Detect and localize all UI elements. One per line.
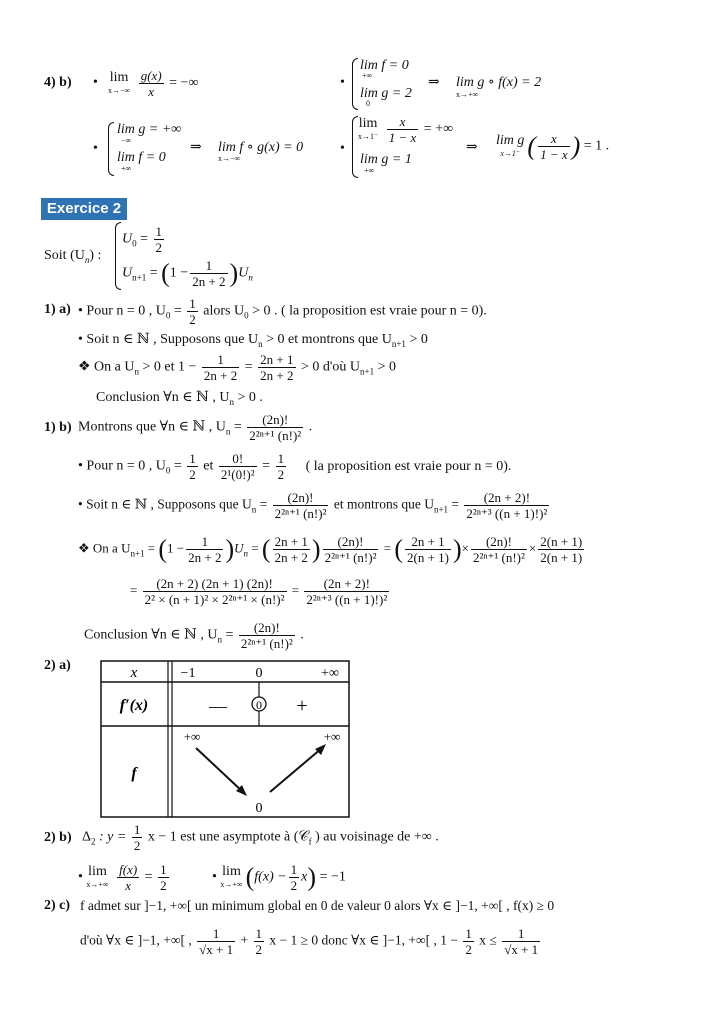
induction-hypothesis: • Soit n ∈ ℕ , Supposons que $U_n$ = $\frac{(2n)!}{\text{2²ⁿ⁺¹ (n!)²}}$ et montrons que $U_{n+1}$ = $\frac{(2n + 2)!}{\text{2²ⁿ⁺³ ((n + 1)!)²}}$ xyxy=(78,490,548,521)
bullet: • xyxy=(93,141,98,156)
bullet: • xyxy=(340,75,345,90)
part-4b-label: 4) b) xyxy=(44,75,72,90)
exercise-title: Exercice 2 xyxy=(41,198,127,220)
induction-step-continued: = $\frac{(2n + 2) (2n + 1) (2n)!}{\text{2² × (n + 1)² × 2²ⁿ⁺¹ × (n!)²}}$ = $\frac{(2n + 2)!}{\text{2²ⁿ⁺³ ((n + 1)!)²}}$ xyxy=(130,576,388,607)
x-value: +∞ xyxy=(321,666,339,681)
limit-result: lim g ∘ f(x) = 2 xyxy=(456,75,542,90)
bullet: • xyxy=(93,75,98,90)
base-case: • Pour n = 0 , $U_0$ = $\frac{1}{2}$ et $\frac{0!}{\text{2¹(0!)²}}$ = $\frac{1}{2}$ ( la proposition est vraie pour n = 0). xyxy=(78,451,512,482)
limit-sub: +∞ xyxy=(364,166,375,175)
increasing-arrow xyxy=(270,748,322,792)
derivative-zero: 0 xyxy=(256,698,262,712)
left-brace xyxy=(115,222,121,290)
implies: ⇒ xyxy=(466,140,478,155)
limit-sub: +∞ xyxy=(121,164,132,173)
derivative-label: f′(x) xyxy=(119,697,149,714)
limit-g: lim g = +∞ xyxy=(117,122,182,137)
limit-sub: −∞ xyxy=(121,136,132,145)
implies: ⇒ xyxy=(428,75,440,90)
limit-sub: +∞ xyxy=(362,71,373,80)
question-2c-label: 2) c) xyxy=(44,898,71,913)
limit-sub: x→−∞ xyxy=(218,154,241,163)
recurrence-definition: $U_{n+1} = (1$ − $\frac{1}{2n + 2}$ )$U_n$ xyxy=(122,258,253,289)
u0-definition: $U_0$ = $\frac{1}{2}$ xyxy=(122,224,163,255)
x-value: −1 xyxy=(180,666,196,681)
limit-g: lim g = 1 xyxy=(360,152,412,167)
limit-f: lim f = 0 xyxy=(117,150,166,165)
limit-difference: • lim x→+∞ (f(x) − $\frac{1}{2}$ x) = −1 xyxy=(212,862,346,893)
question-2b-label: 2) b) xyxy=(44,830,72,845)
left-brace xyxy=(352,58,358,110)
induction-step: ❖ On a $U_n > 0$ et 1 − $\frac{1}{2n + 2}$ = $\frac{2n + 1}{2n + 2}$ > 0 d'où $U_{n+1} > 0$ xyxy=(78,352,397,383)
sign-negative: — xyxy=(209,696,227,716)
limit-result: lim f ∘ g(x) = 0 xyxy=(218,140,304,155)
x-label: x xyxy=(130,665,138,681)
table-border xyxy=(101,661,349,817)
x-value: 0 xyxy=(255,666,263,681)
limit-result: lim g x→1⁻ ( $\frac{x}{1 - x}$ ) = 1 . xyxy=(496,131,610,162)
induction-step: ❖ On a $U_{n+1} = (1$ − $\frac{1}{2n + 2}$ )$U_n$ = ( $\frac{2n + 1}{2n + 2}$ ) $\frac{(2n)!}{\text{2²ⁿ⁺¹ (n!)²}}$ = ( $\frac{2n + 1}{2(n + 1)}$ )× $\frac{(2n)!}{\text{2²ⁿ⁺¹ (n!)²}}$ × $\frac{2(n + 1)}{2(n + 1)}$ xyxy=(78,534,583,565)
question-1a-label: 1) a) xyxy=(44,302,71,317)
sequence-label: Soit $(U_n)$ : xyxy=(44,248,102,265)
minimum-statement: f admet sur ]−1, +∞[ un minimum global en 0 de valeur 0 alors ∀x ∈ ]−1, +∞[ , f(x) ≥ 0 xyxy=(80,898,555,913)
variation-table xyxy=(100,660,352,820)
question-1b-label: 1) b) xyxy=(44,420,72,435)
inequality-statement: d'où ∀x ∈ ]−1, +∞[ , $\frac{1}{√x + 1}$ + $\frac{1}{2}$ x − 1 ≥ 0 donc ∀x ∈ ]−1, +∞[ , 1 − $\frac{1}{2}$ x ≤ $\frac{1}{√x + 1}$ xyxy=(80,926,539,957)
conclusion: Conclusion ∀n ∈ ℕ , $U_n > 0$ . xyxy=(96,390,263,407)
bullet: • xyxy=(340,141,345,156)
limit-g: lim g = 2 xyxy=(360,86,412,101)
f-value: +∞ xyxy=(323,729,341,744)
limit-expression: lim x→−∞ $\frac{g(x)}{x}$ = −∞ xyxy=(108,68,199,99)
f-value: 0 xyxy=(255,801,263,816)
induction-hypothesis: • Soit n ∈ ℕ , Supposons que $U_n > 0$ et montrons que $U_{n+1} > 0$ xyxy=(78,332,428,349)
statement: Montrons que ∀n ∈ ℕ , $U_n$ = $\frac{(2n)!}{\text{2²ⁿ⁺¹ (n!)²}}$ . xyxy=(78,412,313,443)
limit-ratio: • lim x→+∞ $\frac{f(x)}{x}$ = $\frac{1}{2}$ xyxy=(78,862,167,893)
left-brace xyxy=(108,122,114,176)
function-label: f xyxy=(131,765,137,782)
decreasing-arrow xyxy=(196,748,243,792)
implies: ⇒ xyxy=(190,140,202,155)
f-value: +∞ xyxy=(183,729,201,744)
limit-sub: 0 xyxy=(366,99,370,108)
asymptote-statement: $\Delta_2$ : y = $\frac{1}{2}$ x − 1 est une asymptote à (𝒞$_f$ ) au voisinage de +∞ . xyxy=(82,822,439,853)
question-2a-label: 2) a) xyxy=(44,658,71,673)
limit-sub: x→+∞ xyxy=(456,90,479,99)
sign-positive: + xyxy=(296,695,308,717)
base-case: • Pour n = 0 , $U_0$ = $\frac{1}{2}$ alors $U_0 > 0$ . ( la proposition est vraie pour n = 0). xyxy=(78,296,487,327)
limit-expression: lim x→1⁻ $\frac{x}{1 - x}$ = +∞ xyxy=(358,114,454,145)
conclusion: Conclusion ∀n ∈ ℕ , $U_n$ = $\frac{(2n)!}{\text{2²ⁿ⁺¹ (n!)²}}$ . xyxy=(84,620,304,651)
limit-f: lim f = 0 xyxy=(360,58,409,73)
